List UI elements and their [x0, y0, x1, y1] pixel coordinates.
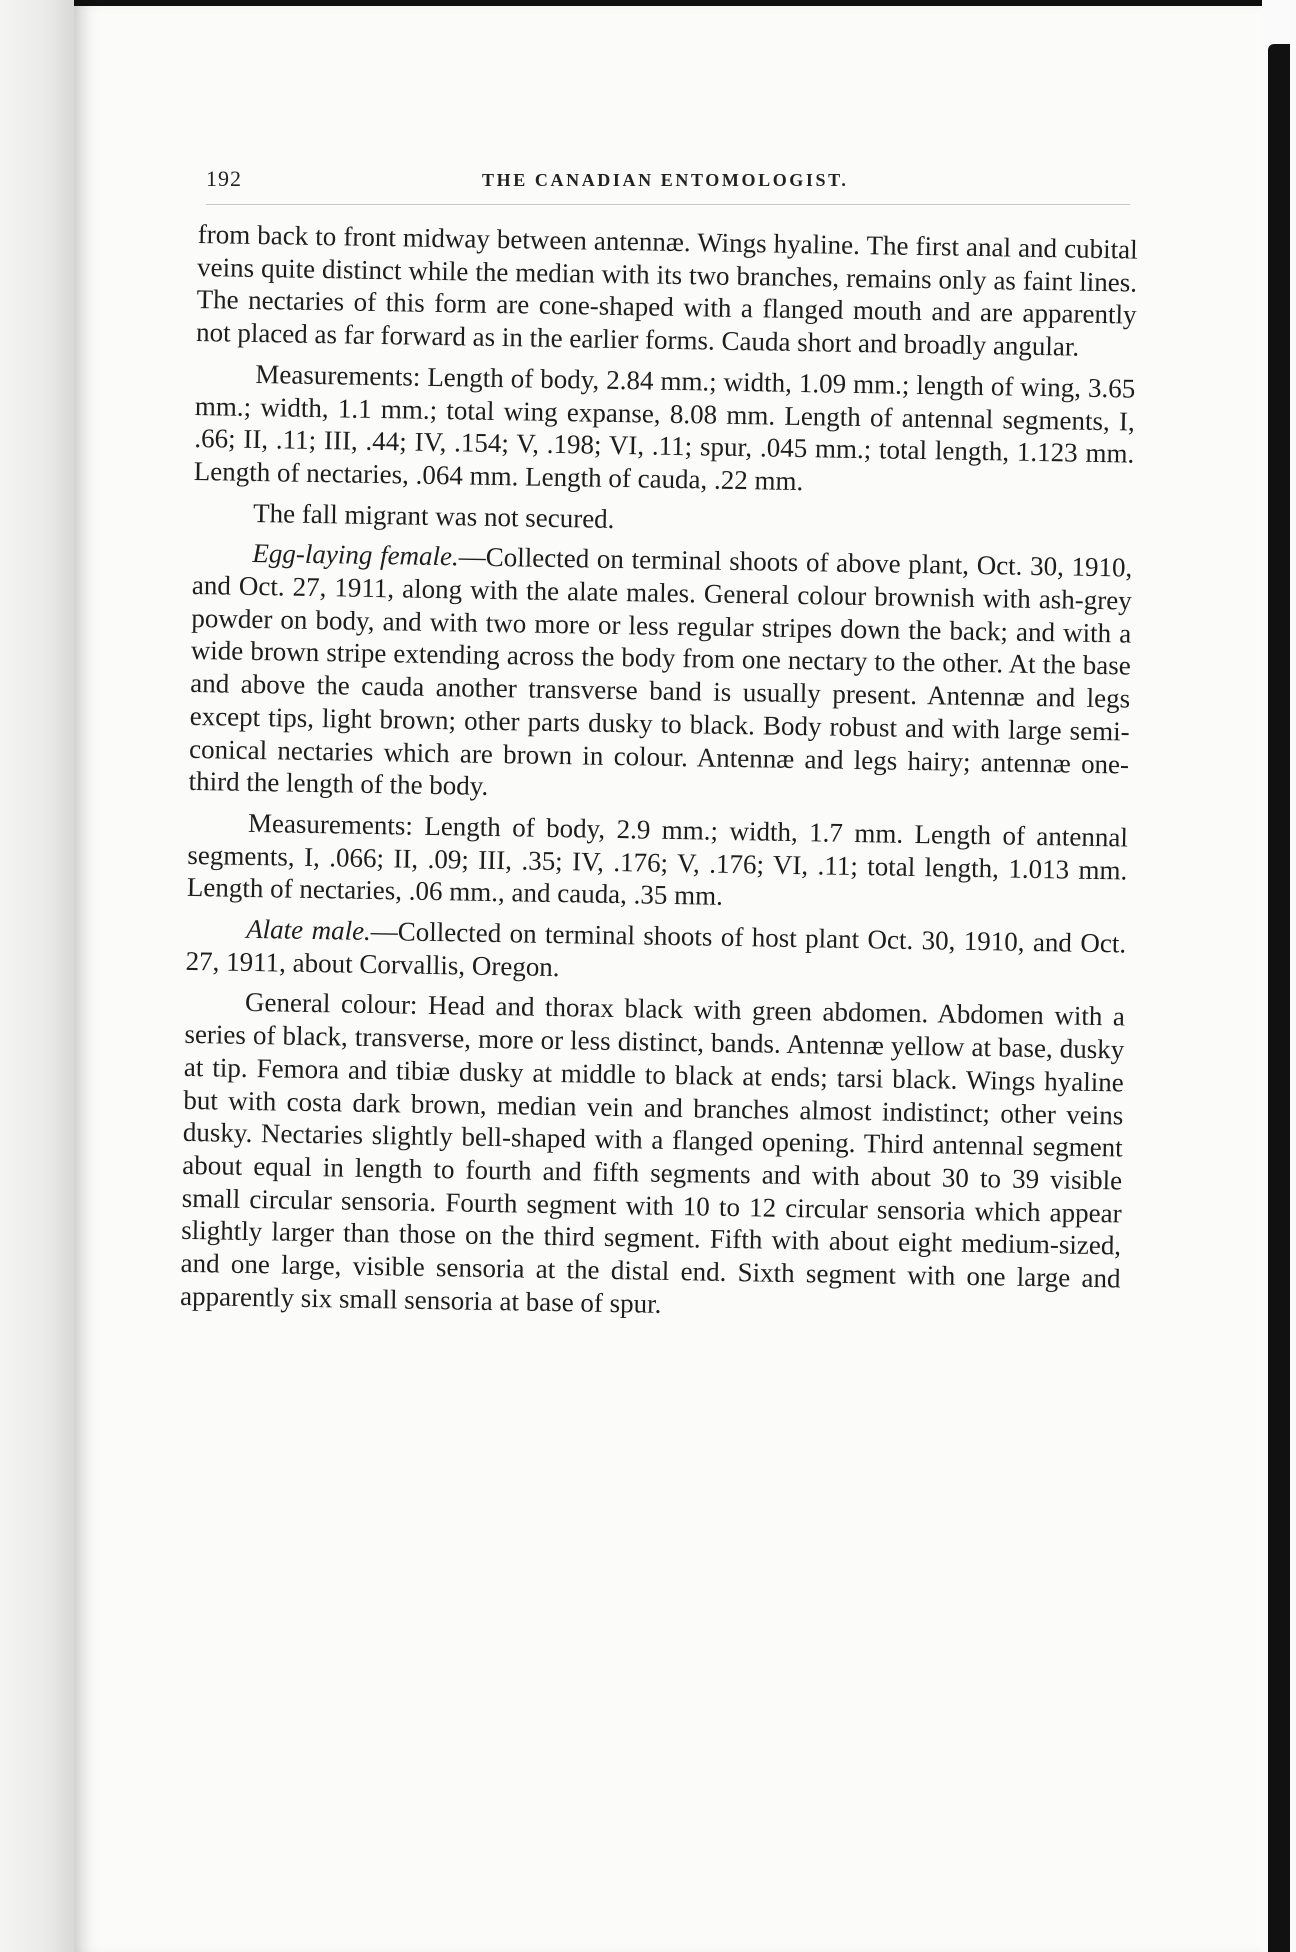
running-title: THE CANADIAN ENTOMOLOGIST. — [482, 170, 849, 190]
body-text — [180, 218, 1138, 1336]
paragraph-fall-migrant: The fall migrant was not secured. — [252, 497, 615, 534]
paragraph-measurements-female: Measurements: Length of body, 2.9 mm.; width, 1.7 mm. Length of antennal segments, I, .066; II, .09; III, .35; IV, .176; V, .176; VI, .11; total length, 1.013 mm. Length of nectaries, .06 mm., and cauda, .35 mm. — [186, 807, 1129, 912]
header-rule — [206, 204, 1130, 205]
alate-male-heading: Alate male. — [245, 913, 372, 947]
spine-shadow — [1268, 44, 1290, 1952]
paragraph-measurements-migrant: Measurements: Length of body, 2.84 mm.; width, 1.09 mm.; length of wing, 3.65 mm.; width, 1.1 mm.; total wing expanse, 8.08 mm. Length of antennal segments, I, .66; II, .11; III, .44; IV, .154; V, .198; VI, .11; spur, .045 mm.; total length, 1.123 mm. Length of nectaries, .064 mm. Length of cauda, .22 mm. — [193, 358, 1136, 496]
page-header — [206, 166, 1126, 196]
paragraph-alate-male — [185, 912, 1126, 993]
paragraph-egg-laying-female — [188, 536, 1132, 813]
egg-laying-female-heading: Egg-laying female. — [252, 538, 460, 572]
left-page-edge — [0, 0, 74, 1952]
paragraph-continuation: from back to front midway between antennæ. Wings hyaline. The first anal and cubital veins quite distinct while the median with its two branches, remains only as faint lines. The nectaries of this form are cone-shaped with a flanged mouth and are apparently not placed as far forward as in the earlier forms. Cauda short and broadly angular. — [195, 218, 1138, 362]
egg-laying-female-text: —Collected on terminal shoots of above plant, Oct. 30, 1910, and Oct. 27, 1911, along with the alate males. General colour brownish with ash-grey powder on body, and with two more or less regular stripes down the back; and with a wide brown stripe extending across the body from one nectary to the other. At the base and above the cauda another transverse band is usually present. Antennæ and legs except tips, light brown; other parts dusky to black. Body robust and with large semi-conical nectaries which are brown in colour. Antennæ and legs hairy; antennæ one-third the length of the body. — [188, 541, 1133, 802]
paragraph-general-colour: General colour: Head and thorax black with green abdomen. Abdomen with a series of black, transverse, more or less distinct, bands. Antennæ yellow at base, dusky at tip. Femora and tibiæ dusky at middle to black at ends; tarsi black. Wings hyaline but with costa dark brown, median vein and branches almost indistinct; other veins dusky. Nectaries slightly bell-shaped with a flanged opening. Third antennal segment about equal in length to fourth and fifth segments and with about 30 to 39 visible small circular sensoria. Fourth segment with 10 to 12 circular sensoria which appear slightly larger than those on the third segment. Fifth with about eight medium-sized, and one large, visible sensoria at the distal end. Sixth segment with one large and apparently six small sensoria at base of spur. — [179, 987, 1126, 1319]
alate-male-text: —Collected on terminal shoots of host plant Oct. 30, 1910, and Oct. 27, 1911, about Corvallis, Oregon. — [185, 916, 1127, 982]
page-number: 192 — [206, 166, 242, 191]
